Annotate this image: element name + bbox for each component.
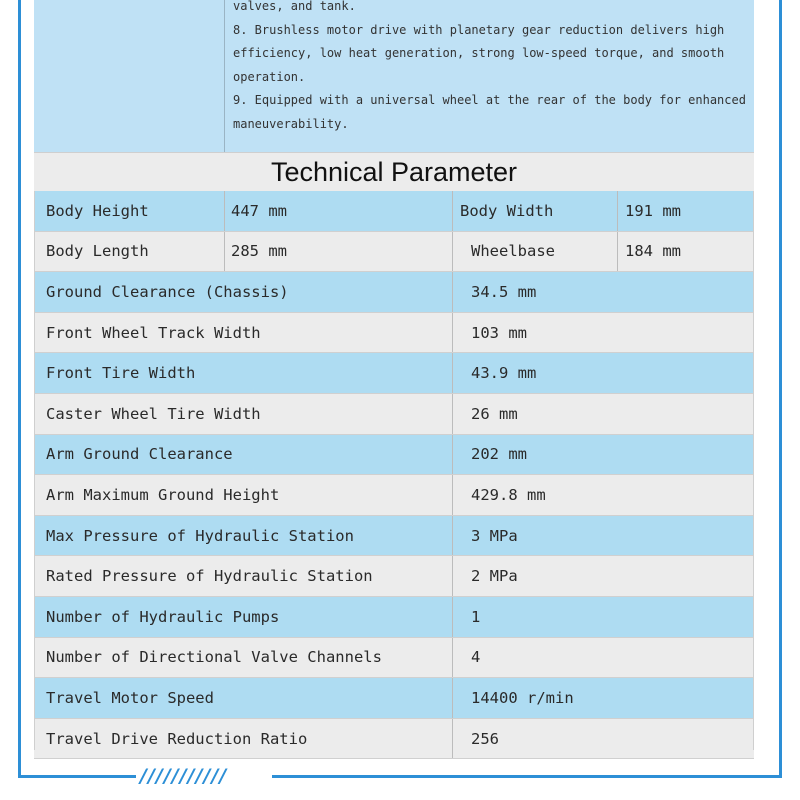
- table-row: [34, 394, 754, 435]
- param-value: 184 mm: [625, 242, 681, 261]
- table-row: [34, 313, 754, 354]
- frame-left-border: [18, 0, 21, 778]
- param-value: 256: [471, 729, 499, 748]
- table-row: [34, 475, 754, 516]
- param-value: 3 MPa: [471, 526, 518, 545]
- table-row: [34, 597, 754, 638]
- description-text: [233, 0, 748, 136]
- table-row: [34, 556, 754, 597]
- param-label: Travel Drive Reduction Ratio: [46, 729, 308, 748]
- description-left-column: [34, 0, 225, 152]
- description-panel: [34, 0, 754, 152]
- description-line: valves, and tank.: [233, 0, 356, 13]
- param-label: Caster Wheel Tire Width: [46, 404, 261, 423]
- param-label: Wheelbase: [471, 242, 555, 261]
- footer-hatch-decoration: ///////////: [140, 765, 228, 787]
- param-value: 43.9 mm: [471, 364, 537, 383]
- frame-bottom-border: [18, 775, 136, 778]
- frame-bottom-border: [272, 775, 782, 778]
- param-label: Arm Ground Clearance: [46, 445, 233, 464]
- parameter-table: [34, 191, 754, 759]
- param-value: 1: [471, 607, 481, 626]
- table-row: [34, 678, 754, 719]
- param-label: Max Pressure of Hydraulic Station: [46, 526, 354, 545]
- param-value: 191 mm: [625, 201, 681, 220]
- param-value: 202 mm: [471, 445, 527, 464]
- param-value: 429.8 mm: [471, 485, 546, 504]
- param-label: Ground Clearance (Chassis): [46, 282, 289, 301]
- description-line: 9. Equipped with a universal wheel at the rear of the body for enhanced maneuverability.: [233, 93, 746, 131]
- table-row: [34, 232, 754, 273]
- param-value: 14400 r/min: [471, 688, 574, 707]
- param-value: 447 mm: [231, 201, 287, 220]
- table-row: [34, 272, 754, 313]
- table-row: [34, 435, 754, 476]
- frame-right-border: [779, 0, 782, 778]
- param-label: Front Wheel Track Width: [46, 323, 261, 342]
- param-value: 26 mm: [471, 404, 518, 423]
- table-row: [34, 353, 754, 394]
- description-line: 8. Brushless motor drive with planetary gear reduction delivers high efficiency, low heat generation, strong low-speed torque, and smooth operation.: [233, 22, 725, 84]
- section-title: Technical Parameter: [34, 152, 754, 192]
- table-row: [34, 191, 754, 232]
- param-value: 285 mm: [231, 242, 287, 261]
- param-value: 103 mm: [471, 323, 527, 342]
- param-label: Arm Maximum Ground Height: [46, 485, 280, 504]
- table-row: [34, 638, 754, 679]
- param-label: Front Tire Width: [46, 364, 196, 383]
- param-label: Travel Motor Speed: [46, 688, 214, 707]
- param-label: Number of Hydraulic Pumps: [46, 607, 280, 626]
- param-label: Body Length: [46, 242, 149, 261]
- param-label: Rated Pressure of Hydraulic Station: [46, 567, 373, 586]
- param-value: 4: [471, 648, 481, 667]
- param-label: Body Width: [460, 201, 554, 220]
- table-row: [34, 516, 754, 557]
- param-value: 34.5 mm: [471, 282, 537, 301]
- param-value: 2 MPa: [471, 567, 518, 586]
- table-row: [34, 719, 754, 760]
- param-label: Number of Directional Valve Channels: [46, 648, 382, 667]
- param-label: Body Height: [46, 201, 149, 220]
